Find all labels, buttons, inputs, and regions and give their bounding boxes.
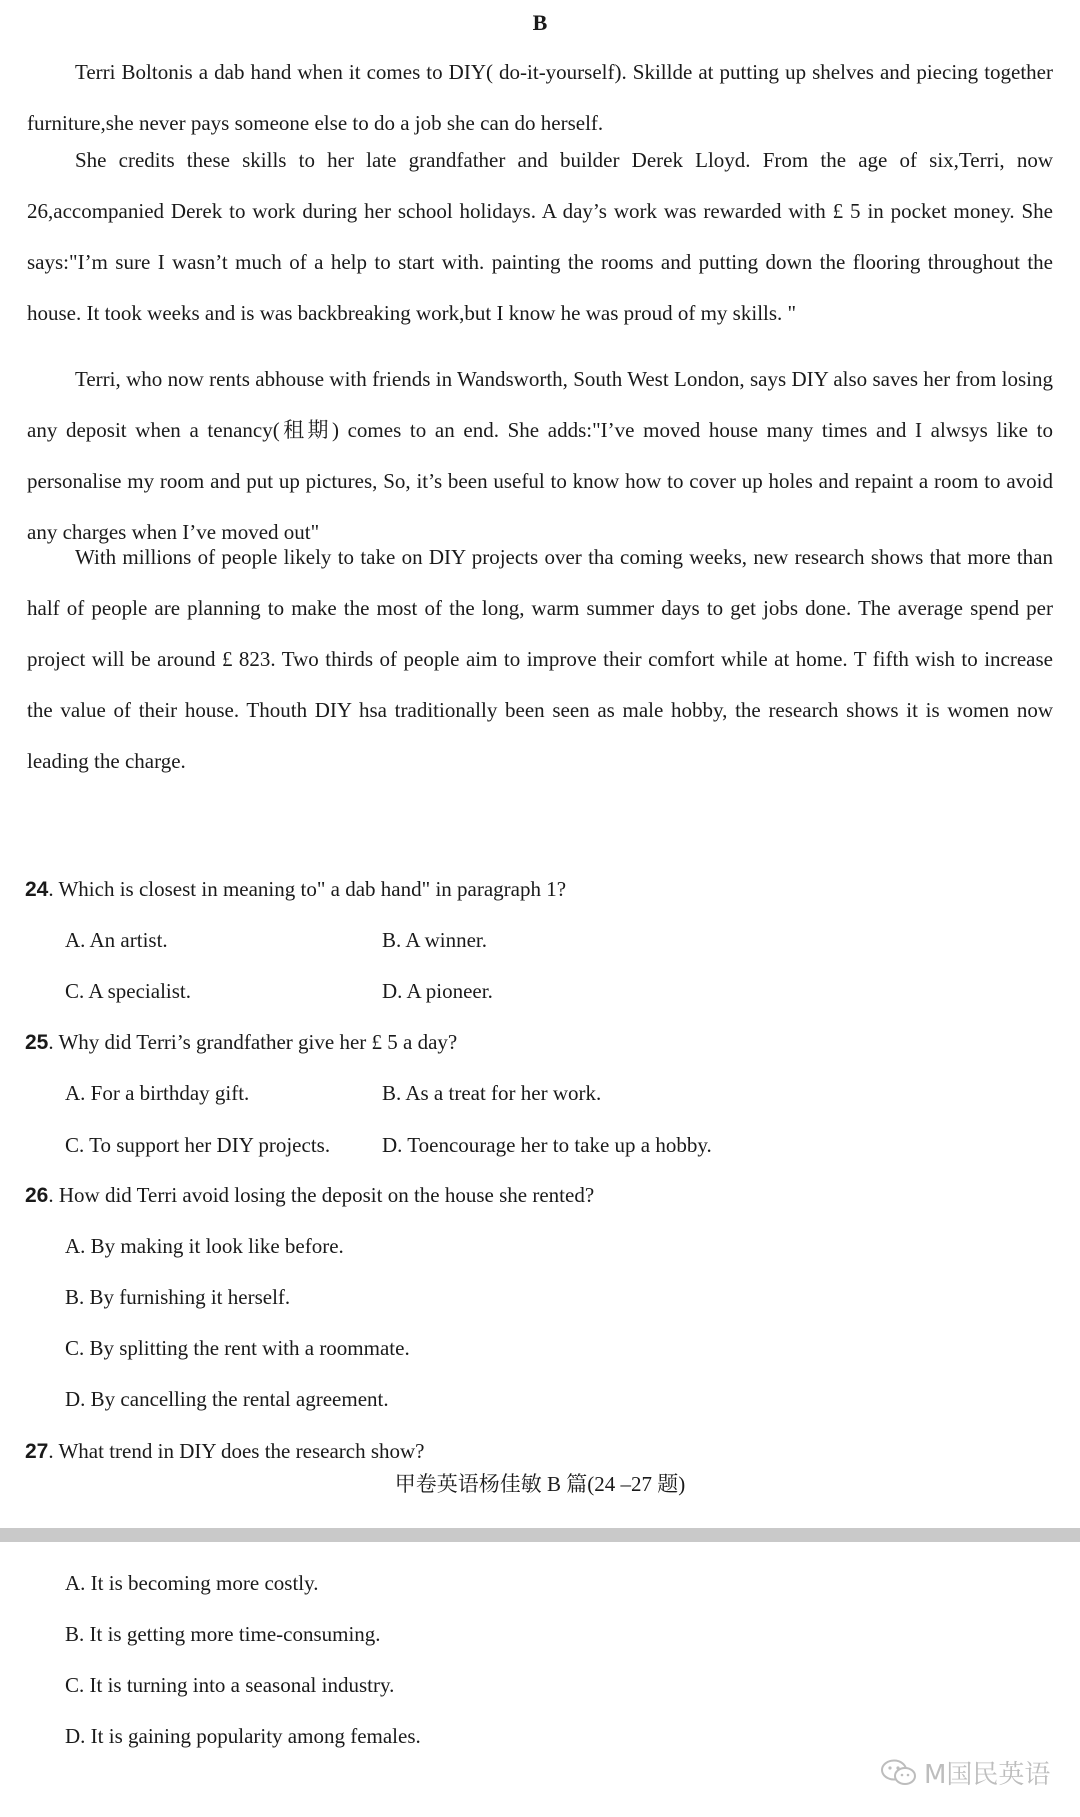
option-25-a: A. For a birthday gift. xyxy=(65,1081,250,1105)
question-text: . Why did Terri’s grandfather give her £ 5 a day? xyxy=(48,1030,458,1054)
page-divider xyxy=(0,1528,1080,1542)
question-text: . Which is closest in meaning to" a dab hand" in paragraph 1? xyxy=(48,877,567,901)
option-26-c: C. By splitting the rent with a roommate. xyxy=(65,1336,410,1360)
option-25-d: D. Toencourage her to take up a hobby. xyxy=(382,1133,712,1157)
section-heading: B xyxy=(532,10,548,35)
option-25-b: B. As a treat for her work. xyxy=(382,1081,602,1105)
option-24-d: D. A pioneer. xyxy=(382,979,493,1003)
question-27 xyxy=(25,1436,424,1467)
question-number: 27 xyxy=(25,1440,49,1463)
option-27-b: B. It is getting more time-consuming. xyxy=(65,1622,381,1646)
option-26-b: B. By furnishing it herself. xyxy=(65,1285,291,1309)
question-text: . What trend in DIY does the research show? xyxy=(48,1439,425,1463)
option-24-a: A. An artist. xyxy=(65,928,168,952)
passage-paragraph-2: She credits these skills to her late grandfather and builder Derek Lloyd. From the age of six,Terri, now 26,accompanied Derek to work during her school holidays. A day’s work was rewarded with £ 5 in pocket money. She says:"I’m sure I wasn’t much of a help to start with. painting the rooms and putting down the flooring throughout the house. It took weeks and is was backbreaking work,but I know he was proud of my skills. " xyxy=(27,148,1053,325)
passage-paragraph-1: Terri Boltonis a dab hand when it comes to DIY( do-it-yourself). Skillde at putting up shelves and piecing together furniture,she never pays someone else to do a job she can do herself. xyxy=(27,60,1053,135)
passage-paragraph-4: With millions of people likely to take on DIY projects over tha coming weeks, new research shows that more than half of people are planning to make the most of the long, warm summer days to get jobs done. The average spend per project will be around £ 823. Two thirds of people aim to improve their comfort while at home. T fifth wish to increase the value of their house. Thouth DIY hsa traditionally been seen as male hobby, the research shows it is women now leading the charge. xyxy=(27,545,1053,773)
option-26-a: A. By making it look like before. xyxy=(65,1234,344,1258)
question-26 xyxy=(25,1180,594,1211)
option-27-d: D. It is gaining popularity among females. xyxy=(65,1724,421,1748)
question-number: 24 xyxy=(25,878,49,901)
passage-paragraph-3: Terri, who now rents abhouse with friends in Wandsworth, South West London, says DIY also saves her from losing any deposit when a tenancy(租期) comes to an end. She adds:"I’ve moved house many times and I alwsys like to personalise my room and put up pictures, So, it’s been useful to know how to cover up holes and repaint a room to avoid any charges when I’ve moved out" xyxy=(27,367,1053,544)
option-26-d: D. By cancelling the rental agreement. xyxy=(65,1387,389,1411)
question-text: . How did Terri avoid losing the deposit on the house she rented? xyxy=(48,1183,595,1207)
wechat-icon xyxy=(880,1758,918,1788)
option-25-c: C. To support her DIY projects. xyxy=(65,1133,331,1157)
question-number: 26 xyxy=(25,1184,49,1207)
question-number: 25 xyxy=(25,1031,49,1054)
page-footer-title: 甲卷英语杨佳敏 B 篇(24 –27 题) xyxy=(394,1472,686,1496)
option-24-c: C. A specialist. xyxy=(65,979,191,1003)
option-27-c: C. It is turning into a seasonal industry. xyxy=(65,1673,395,1697)
watermark xyxy=(880,1754,1050,1791)
watermark-text: M国民英语 xyxy=(924,1760,1051,1790)
question-24 xyxy=(25,874,566,905)
question-25 xyxy=(25,1027,457,1058)
option-24-b: B. A winner. xyxy=(382,928,488,952)
option-27-a: A. It is becoming more costly. xyxy=(65,1571,319,1595)
